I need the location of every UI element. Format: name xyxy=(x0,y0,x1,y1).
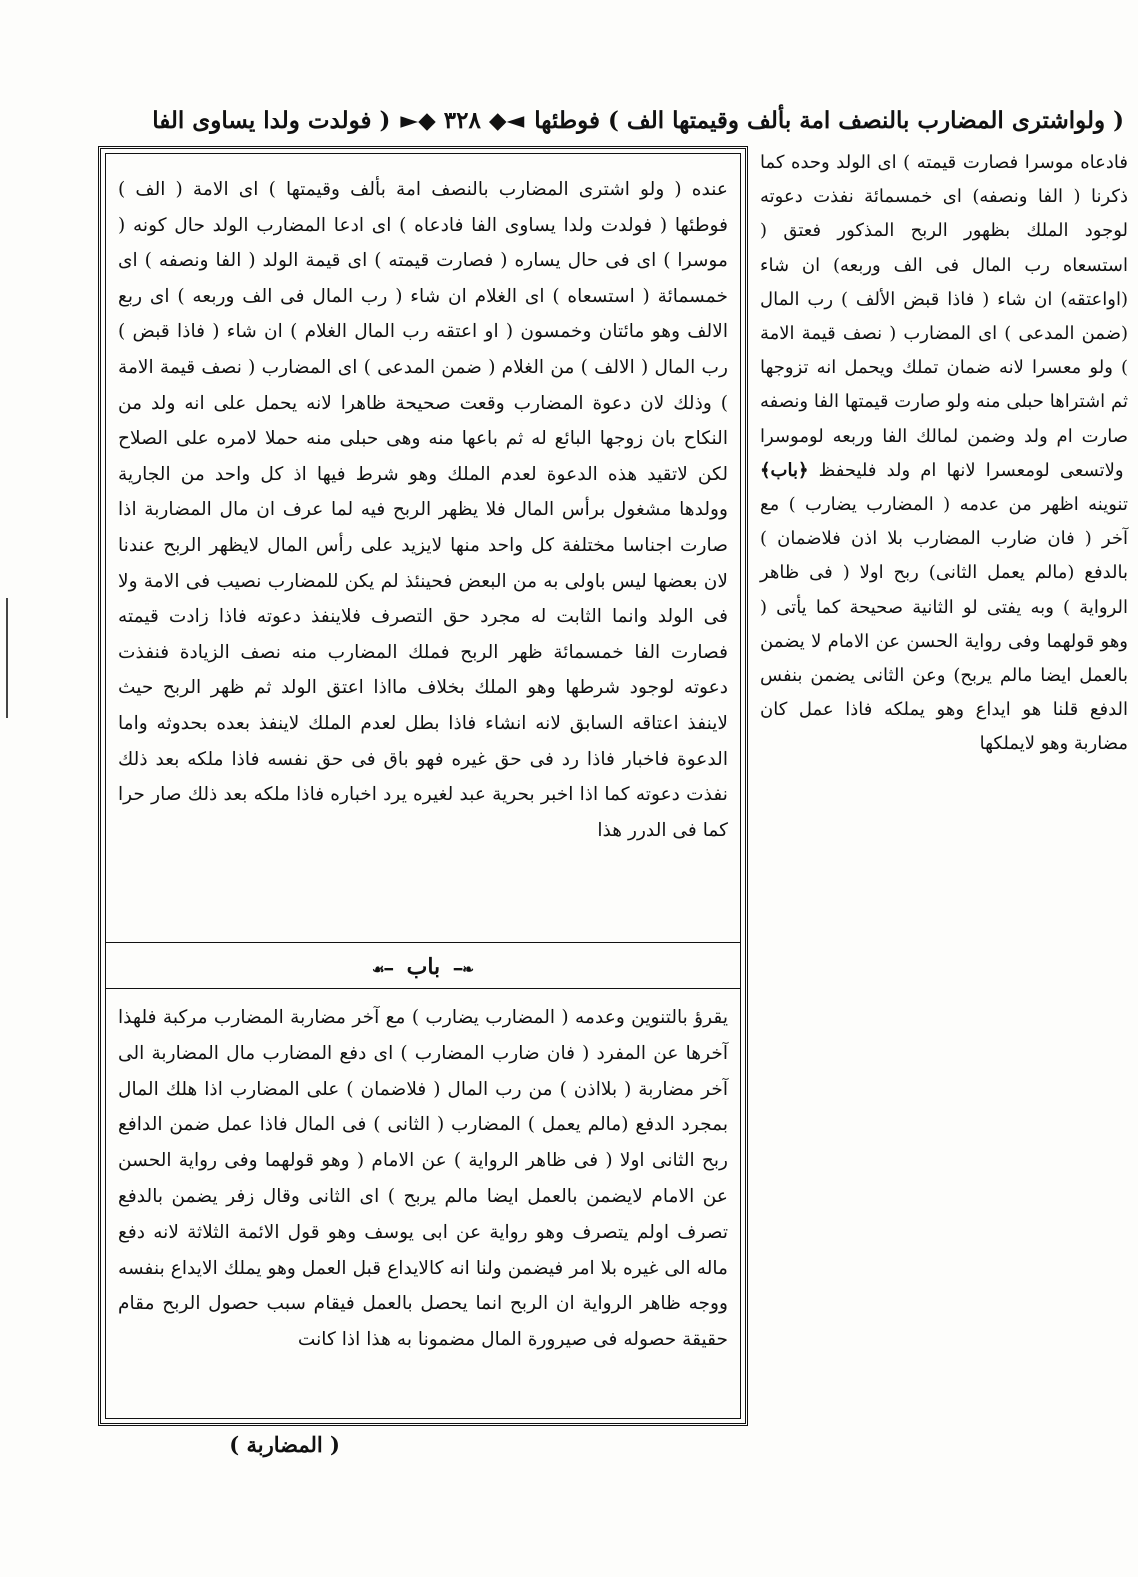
ornament-left-icon: ◄◆ xyxy=(488,106,525,134)
matn-chapter-marker: ﴿باب﴾ xyxy=(760,459,809,481)
running-header xyxy=(92,100,1124,140)
commentary-text: عنده ( ولو اشترى المضارب بالنصف امة بألف وقيمتها ) اى الامة ( الف ) فوطئها ( فولدت ولدا يساوى الفا فادعاه ) اى ادعا المضارب الولد حال كونه ( موسرا ) اى فى حال يساره ( فصارت قيمته ) اى قيمة الولد ( الفا ونصفه ) اى خمسمائة ( استسعاه ) اى الغلام ان شاء ( رب المال فى الف وربعه ) اى ربع الالف وهو مائتان وخمسون ( او اعتقه رب المال الغلام ) ان شاء ( فاذا قبض ) رب المال ( الالف ) من الغلام ( ضمن المدعى ) اى المضارب ( نصف قيمة الامة ) وذلك لان دعوة المضارب وقعت صحيحة ظاهرا لانه يحمل على انه ولد من النكاح بان زوجها البائع له ثم باعها منه وهى حبلى منه حملا لامره على الصلاح لكن لاتقيد هذه الدعوة لعدم الملك وهو شرط فيها اذ كل واحد من الجارية وولدها مشغول برأس المال فلا يظهر الربح فيه لما عرف ان مال المضاربة اذا صارت اجناسا مختلفة كل واحد منها لايزيد على رأس المال لايظهر الربح عندنا لان بعضها ليس باولى به من البعض فحينئذ لم يكن للمضارب نصيب فى الامة ولا فى الولد وانما الثابت له مجرد حق التصرف فلاينفذ دعوته فاذا زادت قيمته فصارت الفا خمسمائة ظهر الربح فملك المضارب منه نصف الزيادة فنفذت دعوته لوجود شرطها وهو الملك بخلاف مااذا اعتق الولد ثم ظهر الربح حيث لاينفذ اعتاقه السابق لانه انشاء فاذا بطل لعدم الملك لاينفذ بعده بحدوثه واما الدعوة فاخبار فاذا رد فى حق غيره فهو باق فى حق نفسه فاذا ملكه بعد ذلك نفذت دعوته كما اذا اخبر بحرية عبد لغيره يرد اخباره فاذا ملكه بعد ذلك صار حرا كما فى الدرر هذا xyxy=(118,179,728,841)
scan-edge-mark xyxy=(6,598,8,718)
heading-ornament-left-icon: ━☙ xyxy=(371,962,393,978)
matn-text-continued: تنوينه اظهر من عدمه ( المضارب يضارب ) مع آخر ( فان ضارب المضارب بلا اذن فلاضمان ) بالدفع (مالم يعمل الثانى) ربح اولا ( فى ظاهر الرواية ) وبه يفتى لو الثانية صحيحة كما يأتى ( وهو قولهما وفى رواية الحسن عن الامام لا يضمن بالعمل ايضا مالم يربح) وعن الثانى يضمن بنفس الدفع قلنا هو ايداع وهو يملكه فاذا عمل كان مضاربة وهو لايملكها xyxy=(760,494,1128,755)
ornament-right-icon: ◆► xyxy=(400,106,436,134)
catchword: ( المضاربة ) xyxy=(229,1432,340,1457)
matn-text: فادعاه موسرا فصارت قيمته ) اى الولد وحده كما ذكرنا ( الفا ونصفه) اى خمسمائة نفذت دعوته لوجود الملك بظهور الربح المذكور فعتق ( استسعاه رب المال فى الف وربعه) ان شاء (اواعتقه) ان شاء ( فاذا قبض الألف ) رب المال (ضمن المدعى ) اى المضارب ( نصف قيمة الامة ) ولو معسرا لانه ضمان تملك ويحمل انه تزوجها ثم اشتراها حبلى منه ولو صارت قيمتها الفا ونصفه صارت ام ولد وضمن لمالك الفا وربعه لوموسرا ولاتسعى لومعسرا لانها ام ولد فليحفظ xyxy=(760,152,1128,481)
heading-ornament-right-icon: ❧━ xyxy=(453,962,475,978)
header-matn-excerpt: ( ولواشترى المضارب بالنصف امة بألف وقيمتها الف ) فوطئها xyxy=(534,106,1124,134)
section-divider-top xyxy=(106,942,740,943)
commentary-text-continued: يقرؤ بالتنوين وعدمه ( المضارب يضارب ) مع آخر مضاربة المضارب مركبة فلهذا آخرها عن المفرد ( فان ضارب المضارب ) اى دفع المضارب مال المضاربة الى آخر مضاربة ( بلااذن ) من رب المال ( فلاضمان ) على المضارب اذا هلك المال بمجرد الدفع (مالم يعمل ) المضارب ( الثانى ) فى المال فاذا عمل ضمن الدافع ربح الثانى اولا ( فى ظاهر الرواية ) عن الامام ( وهو قولهما وفى رواية الحسن عن الامام لايضمن بالعمل ايضا مالم يربح ) اى الثانى وقال زفر يضمن بالدفع تصرف اولم يتصرف وهو رواية عن ابى يوسف وهو قول الائمة الثلاثة لانه دفع ماله الى غيره بلا امر فيضمن ولنا انه كالايداع قبل العمل وهو يملك الايداع بنفسه ووجه ظاهر الرواية ان الربح انما يحصل بالعمل فيقام سبب حصول الربح مقام حقيقة حصوله فى صيرورة المال مضمونا به هذا اذا كانت xyxy=(118,1007,728,1351)
section-divider-bottom xyxy=(106,988,740,989)
matn-column xyxy=(760,146,1128,1346)
header-continuation: ( فولدت ولدا يساوى الفا xyxy=(152,106,391,134)
commentary-frame xyxy=(98,146,748,1426)
chapter-heading: ❧━ باب ━☙ xyxy=(371,954,475,980)
matn-text-block xyxy=(760,146,1128,762)
commentary-inner-frame xyxy=(105,153,741,1419)
page-number: ◄◆ ٣٢٨ ◆► xyxy=(400,106,525,134)
